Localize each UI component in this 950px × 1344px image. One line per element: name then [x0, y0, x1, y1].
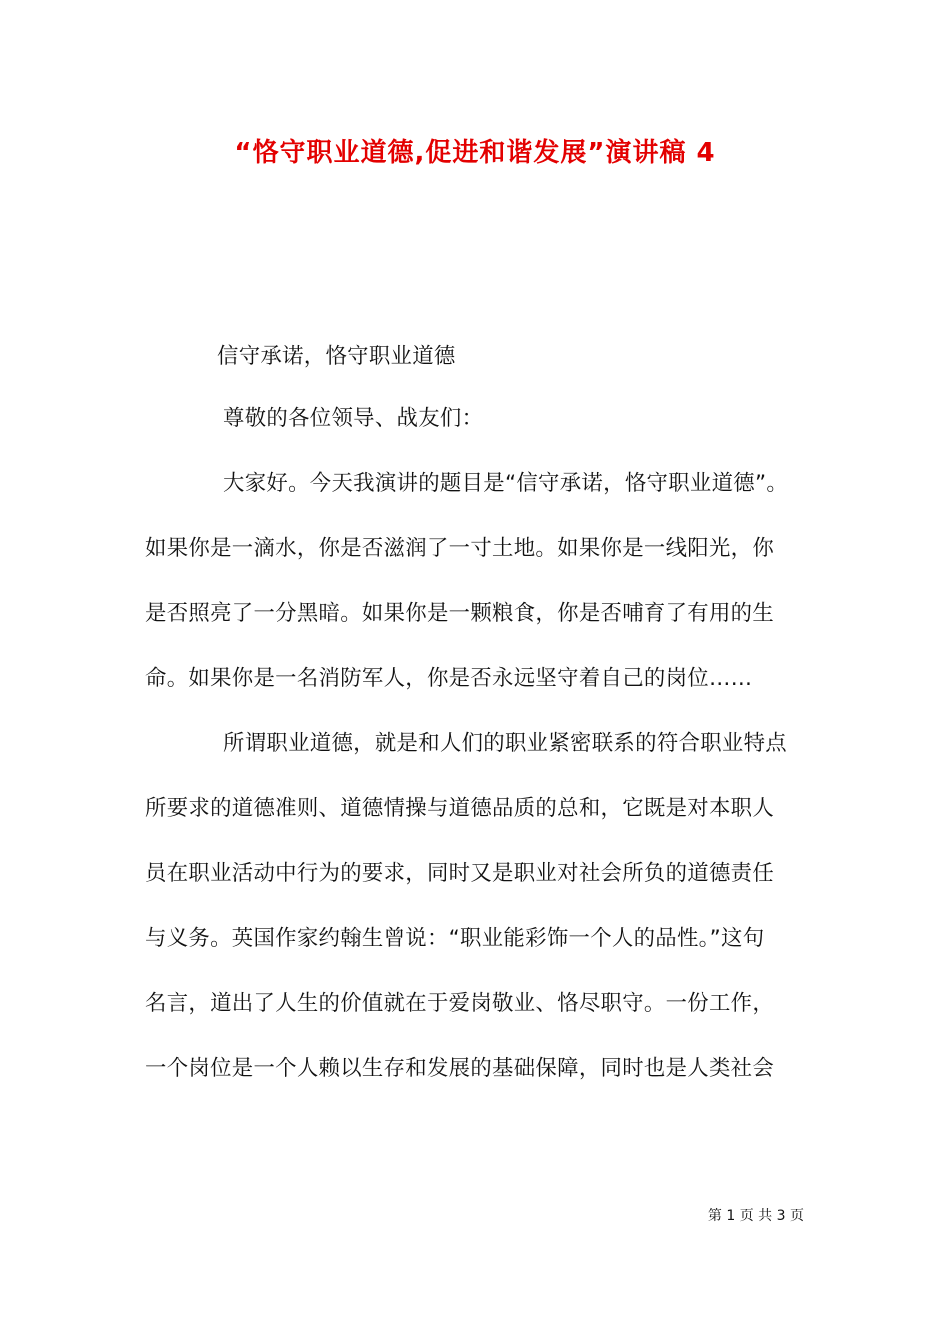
page-number-footer: 第 1 页 共 3 页: [707, 1208, 804, 1224]
paragraph-line: 如果你是一滴水，你是否滋润了一寸土地。如果你是一线阳光，你: [145, 536, 775, 561]
paragraph-line: 与义务。英国作家约翰生曾说：“职业能彩饰一个人的品性。”这句: [145, 926, 765, 951]
speech-subtitle: 信守承诺，恪守职业道德: [217, 344, 456, 369]
paragraph-line: 所要求的道德准则、道德情操与道德品质的总和，它既是对本职人: [145, 796, 775, 821]
paragraph-line: 所谓职业道德，就是和人们的职业紧密联系的符合职业特点: [223, 731, 787, 756]
paragraph-line: 名言，道出了人生的价值就在于爱岗敬业、恪尽职守。一份工作，: [145, 991, 775, 1016]
document-body: [145, 336, 805, 1113]
paragraph-line: 命。如果你是一名消防军人，你是否永远坚守着自己的岗位……: [145, 666, 753, 691]
document-title: “恪守职业道德,促进和谐发展”演讲稿 4: [234, 138, 716, 168]
paragraph-line: 是否照亮了一分黑暗。如果你是一颗粮食，你是否哺育了有用的生: [145, 601, 775, 626]
paragraph-line: 大家好。今天我演讲的题目是“信守承诺，恪守职业道德”。: [223, 471, 789, 496]
salutation: 尊敬的各位领导、战友们：: [223, 406, 484, 431]
paragraph-line: 员在职业活动中行为的要求，同时又是职业对社会所负的道德责任: [145, 861, 775, 886]
paragraph-line: 一个岗位是一个人赖以生存和发展的基础保障，同时也是人类社会: [145, 1056, 775, 1081]
